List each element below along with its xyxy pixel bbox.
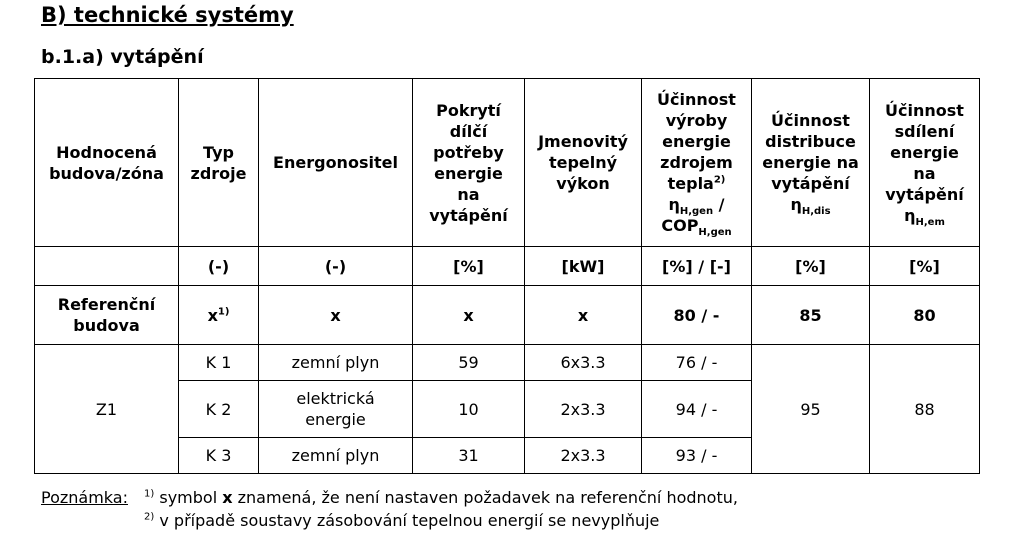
header-distribution-efficiency: Účinnost distribuce energie na vytápění $\eta_{H,dis}$ xyxy=(752,79,870,247)
footnote-line: Poznámka: $^{1)}$ symbol x znamená, že není nastaven požadavek na referenční hodnotu, xyxy=(41,488,738,507)
header-carrier: Energonositel xyxy=(259,79,413,247)
carrier-cell: zemní plyn xyxy=(259,438,413,474)
reference-source-type: $x^{1)}$ xyxy=(179,286,259,345)
unit-cell: [%] xyxy=(870,247,980,286)
zone-label: Z1 xyxy=(35,345,179,474)
unit-cell: [kW] xyxy=(525,247,642,286)
power-cell: 2x3.3 xyxy=(525,381,642,438)
power-cell: 2x3.3 xyxy=(525,438,642,474)
reference-generation-efficiency: 80 / - xyxy=(642,286,752,345)
footnote-line: $^{2)}$ v případě soustavy zásobování tepelnou energií se nevyplňuje xyxy=(144,511,660,530)
header-generation-efficiency: Účinnost výroby energie zdrojem tepla$^{2)}$ $\eta_{H,gen}$ / $COP_{H,gen}$ xyxy=(642,79,752,247)
reference-emission-efficiency: 80 xyxy=(870,286,980,345)
unit-cell: [%] xyxy=(413,247,525,286)
header-emission-efficiency: Účinnost sdílení energie na vytápění $\eta_{H,em}$ xyxy=(870,79,980,247)
header-source-type: Typ zdroje xyxy=(179,79,259,247)
header-coverage: Pokrytí dílčí potřeby energie na vytápění xyxy=(413,79,525,247)
source-cell: K 2 xyxy=(179,381,259,438)
unit-cell: (-) xyxy=(259,247,413,286)
section-heading: B) technické systémy xyxy=(41,3,294,27)
coverage-cell: 59 xyxy=(413,345,525,381)
unit-cell: [%] / [-] xyxy=(642,247,752,286)
footnote xyxy=(41,486,738,532)
units-empty xyxy=(35,247,179,286)
header-zone: Hodnocená budova/zóna xyxy=(35,79,179,247)
reference-carrier: x xyxy=(259,286,413,345)
generation-efficiency-cell: 94 / - xyxy=(642,381,752,438)
header-power: Jmenovitý tepelný výkon xyxy=(525,79,642,247)
coverage-cell: 31 xyxy=(413,438,525,474)
subsection-heading: b.1.a) vytápění xyxy=(41,46,204,68)
unit-cell: [%] xyxy=(752,247,870,286)
source-cell: K 3 xyxy=(179,438,259,474)
reference-power: x xyxy=(525,286,642,345)
carrier-cell: zemní plyn xyxy=(259,345,413,381)
reference-distribution-efficiency: 85 xyxy=(752,286,870,345)
footnote-label: Poznámka: xyxy=(41,488,128,507)
zone-emission-efficiency: 88 xyxy=(870,345,980,474)
carrier-cell: elektrická energie xyxy=(259,381,413,438)
unit-cell: (-) xyxy=(179,247,259,286)
coverage-cell: 10 xyxy=(413,381,525,438)
heating-systems-table xyxy=(34,78,980,474)
generation-efficiency-cell: 93 / - xyxy=(642,438,752,474)
source-cell: K 1 xyxy=(179,345,259,381)
reference-label: Referenční budova xyxy=(35,286,179,345)
generation-efficiency-cell: 76 / - xyxy=(642,345,752,381)
reference-coverage: x xyxy=(413,286,525,345)
power-cell: 6x3.3 xyxy=(525,345,642,381)
reference-row xyxy=(35,286,980,345)
table-row xyxy=(35,345,980,381)
units-row xyxy=(35,247,980,286)
zone-distribution-efficiency: 95 xyxy=(752,345,870,474)
header-row xyxy=(35,79,980,247)
